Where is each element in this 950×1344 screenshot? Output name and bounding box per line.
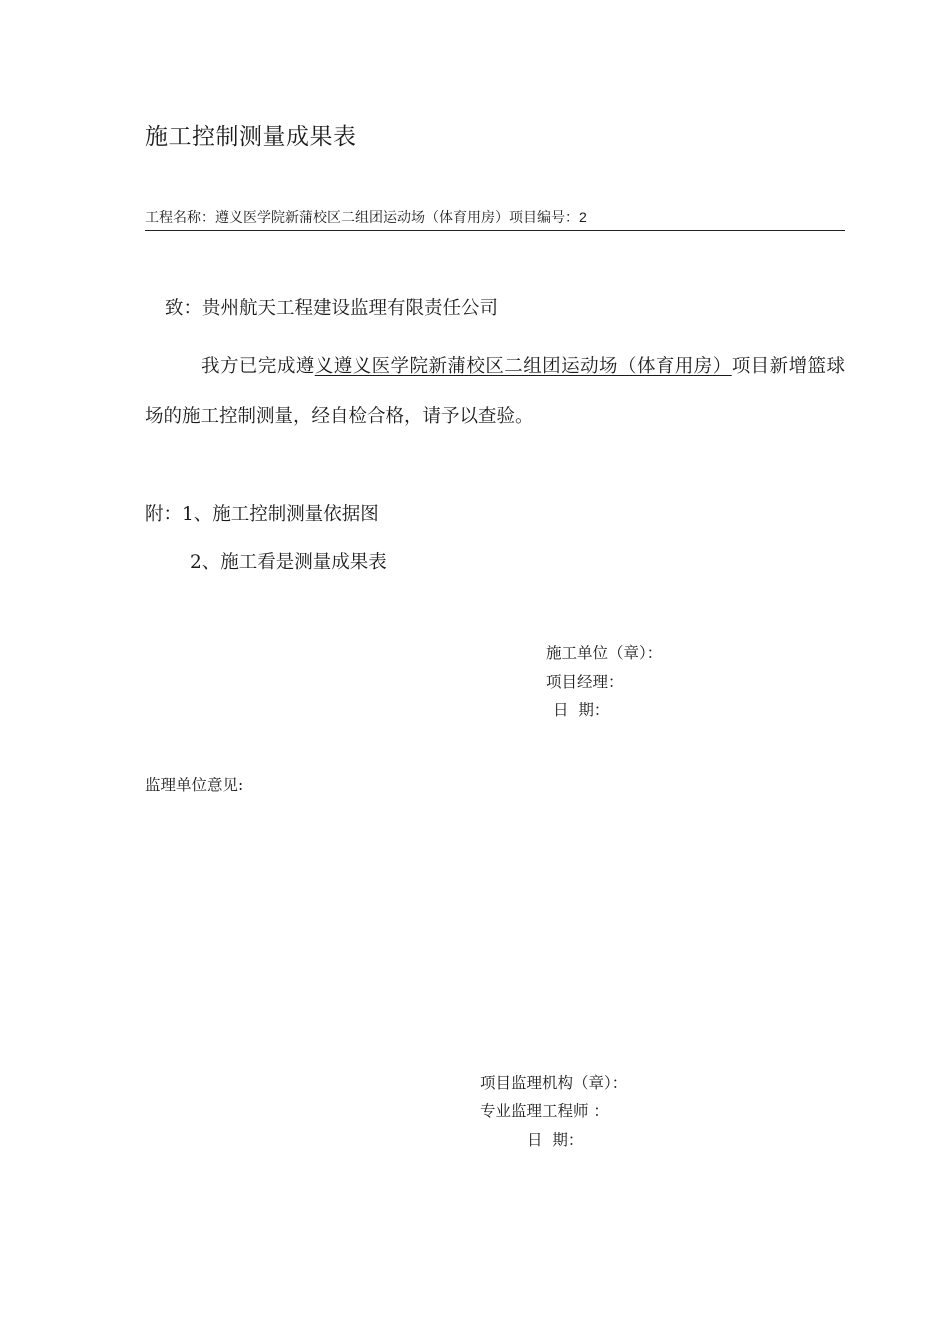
body-paragraph (145, 342, 845, 442)
supervising-engineer-label: 专业监理工程师 ： (480, 1102, 609, 1120)
project-name-line (145, 207, 845, 231)
project-name-label: 工程名称：遵义医学院新蒲校区二组团运动场（体育用房）项目编号： (145, 210, 579, 226)
body-suffix: 项目新增篮球场的施工控制测量，经自检合格，请予以查验。 (145, 356, 845, 427)
supervision-org-stamp-label: 项目监理机构（章）： (480, 1074, 628, 1092)
project-number: 2 (579, 209, 587, 225)
contractor-date-label: 日 期： (553, 701, 610, 719)
addressee: 致：贵州航天工程建设监理有限责任公司 (165, 298, 499, 319)
supervision-opinion-label: 监理单位意见: (145, 776, 244, 794)
attachment-item-1: 附：1、施工控制测量依据图 (145, 504, 379, 525)
body-prefix: 我方已完成遵 (201, 356, 315, 377)
supervision-date-label: 日 期： (527, 1131, 584, 1149)
body-project-name: 义遵义医学院新蒲校区二组团运动场（体育用房） (314, 356, 732, 377)
attachment-item-2: 2、施工看是测量成果表 (190, 552, 387, 573)
contractor-unit-stamp-label: 施工单位（章）： (546, 644, 663, 662)
document-title: 施工控制测量成果表 (145, 124, 357, 150)
project-manager-label: 项目经理： (546, 673, 624, 691)
